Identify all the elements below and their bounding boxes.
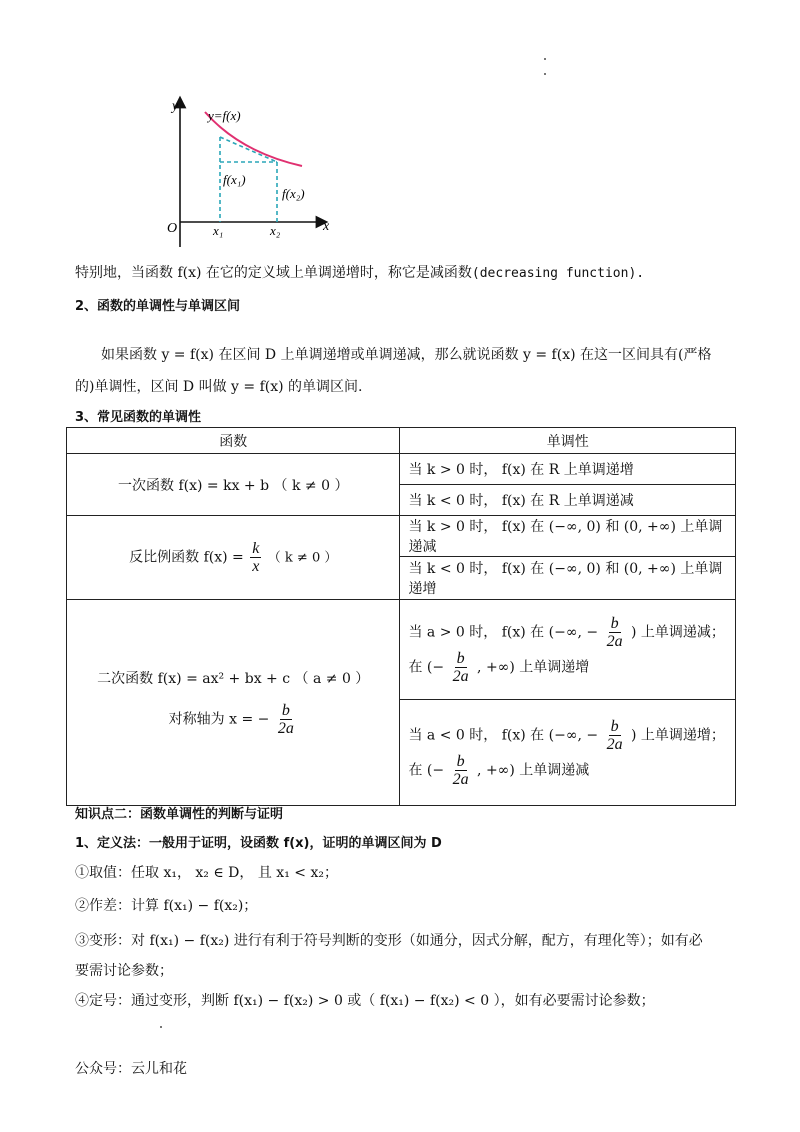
neg-line2-b: , +∞) 上单调递减 <box>477 762 590 778</box>
decreasing-definition <box>75 262 644 282</box>
step-4-determine-sign: ④定号：通过变形，判断 f(x₁) − f(x₂) > 0 或（ f(x₁) − f(x₂) < 0 ），如有必要需讨论参数； <box>75 993 655 1009</box>
stray-dot <box>160 1026 162 1028</box>
quadratic-func: 二次函数 f(x) = ax² + bx + c （ a ≠ 0 ） <box>97 671 370 687</box>
frac-den: 2a <box>452 667 469 685</box>
neg-line1-b: ) 上单调递增； <box>631 727 725 743</box>
x1-label: x₁ <box>213 223 224 238</box>
inverse-function-cell <box>67 516 400 600</box>
inverse-case-positive: 当 k > 0 时， f(x) 在 (−∞, 0) 和 (0, +∞) 上单调递减 <box>400 516 736 557</box>
quadratic-case-positive <box>400 600 736 700</box>
inverse-frac-den: x <box>252 558 260 575</box>
footer-wechat: 公众号：云儿和花 <box>75 1061 187 1077</box>
neg-line1-a: 当 a < 0 时， f(x) 在 (−∞, − <box>408 727 599 743</box>
frac-num: b <box>610 717 619 735</box>
pos-fraction-1 <box>605 615 625 650</box>
monotonicity-table <box>66 427 736 806</box>
frac-den: 2a <box>606 632 623 650</box>
heading-monotonic-interval: 2、函数的单调性与单调区间 <box>75 299 241 314</box>
pos-line1-b: ) 上单调递减； <box>631 624 725 640</box>
quadratic-axis <box>75 702 391 737</box>
quadratic-case-negative <box>400 700 736 806</box>
definition-english: (decreasing function). <box>471 266 645 281</box>
knowledge-point-2-title: 知识点二：函数单调性的判断与证明 <box>75 807 284 822</box>
neg-fraction-2 <box>451 753 471 788</box>
y-axis-label: y <box>172 99 179 114</box>
pos-line2-b: , +∞) 上单调递增 <box>477 659 590 675</box>
linear-case-negative: 当 k < 0 时， f(x) 在 R 上单调递减 <box>400 485 736 516</box>
step-1-take-values: ①取值：任取 x₁， x₂ ∈ D， 且 x₁ < x₂； <box>75 865 338 881</box>
x2-label: x₂ <box>270 223 281 238</box>
frac-den: 2a <box>452 770 469 788</box>
pos-line2-a: 在 (− <box>408 659 445 675</box>
frac-num: b <box>456 649 465 667</box>
frac-num: b <box>456 752 465 770</box>
origin-label: O <box>167 221 178 236</box>
definition-text: 特别地，当函数 f(x) 在它的定义域上单调递增时，称它是减函数 <box>75 265 472 281</box>
inverse-condition: （ k ≠ 0 ） <box>267 550 338 566</box>
quadratic-neg-line1 <box>408 718 727 753</box>
x-axis-label: x <box>323 219 330 234</box>
stray-dot <box>544 73 546 75</box>
linear-function-cell: 一次函数 f(x) = kx + b （ k ≠ 0 ） <box>67 454 400 516</box>
step-3-transform-line1: ③变形：对 f(x₁) − f(x₂) 进行有利于符号判断的变形（如通分，因式分解，配方，有理化等）；如有必 <box>75 933 703 949</box>
inverse-fraction <box>250 540 261 575</box>
frac-num: b <box>610 614 619 632</box>
axis-fraction <box>276 702 296 737</box>
pos-fraction-2 <box>451 650 471 685</box>
axis-frac-den: 2a <box>277 720 294 737</box>
axis-frac-num: b <box>281 702 290 719</box>
axis-prefix: 对称轴为 x = − <box>168 711 270 728</box>
decreasing-function-graph <box>150 92 350 252</box>
neg-fraction-1 <box>605 718 625 753</box>
fx1-label: f(x₁) <box>223 172 246 187</box>
step-3-transform-line2: 要需讨论参数； <box>75 963 173 979</box>
heading-common-functions: 3、常见函数的单调性 <box>75 410 202 425</box>
inverse-func-prefix: 反比例函数 f(x) = <box>129 549 244 566</box>
inverse-case-negative: 当 k < 0 时， f(x) 在 (−∞, 0) 和 (0, +∞) 上单调递增 <box>400 557 736 600</box>
definition-method-title: 1、定义法：一般用于证明，设函数 f(x)，证明的单调区间为 D <box>75 836 442 851</box>
inverse-frac-num: k <box>252 540 260 557</box>
linear-case-positive: 当 k > 0 时， f(x) 在 R 上单调递增 <box>400 454 736 485</box>
fx2-label: f(x₂) <box>282 186 305 201</box>
step-2-difference: ②作差：计算 f(x₁) − f(x₂)； <box>75 898 258 914</box>
curve-label: y=f(x) <box>208 108 241 123</box>
neg-line2-a: 在 (− <box>408 762 445 778</box>
quadratic-pos-line1 <box>408 615 727 650</box>
quadratic-neg-line2 <box>408 753 727 788</box>
monotonic-interval-paragraph-line2: 的)单调性，区间 D 叫做 y = f(x) 的单调区间. <box>75 379 363 395</box>
frac-den: 2a <box>606 735 623 753</box>
table-header-monotonicity: 单调性 <box>400 428 736 454</box>
quadratic-function-cell <box>67 600 400 806</box>
quadratic-pos-line2 <box>408 650 727 685</box>
pos-line1-a: 当 a > 0 时， f(x) 在 (−∞, − <box>408 624 599 640</box>
monotonic-interval-paragraph-line1: 如果函数 y = f(x) 在区间 D 上单调递增或单调递减，那么就说函数 y = f(x) 在这一区间具有(严格 <box>101 347 712 363</box>
table-header-function: 函数 <box>67 428 400 454</box>
stray-dot <box>544 58 546 60</box>
